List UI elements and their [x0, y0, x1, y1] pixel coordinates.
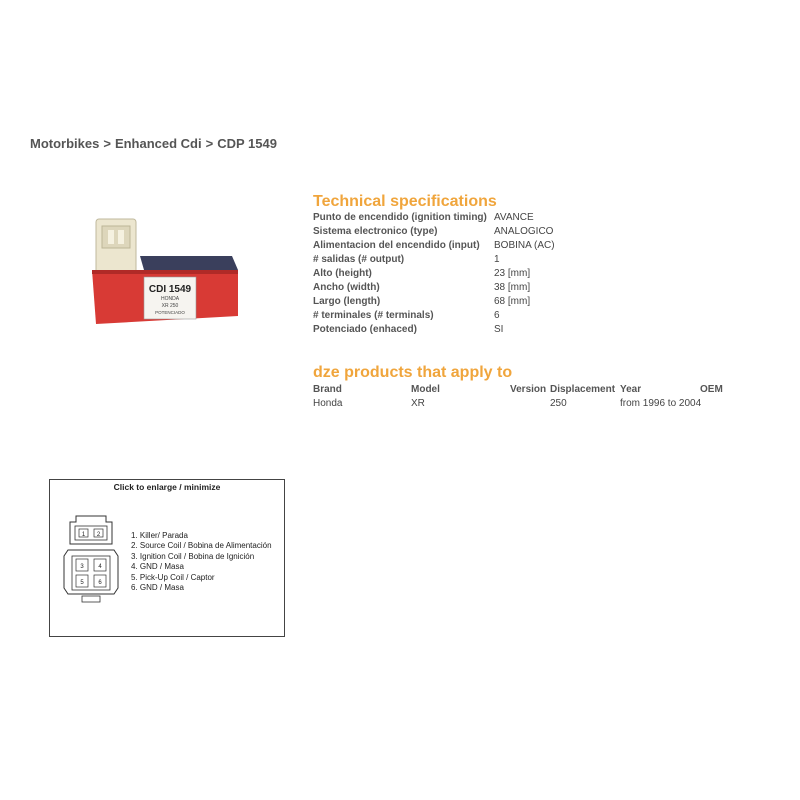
wiring-diagram[interactable]: [49, 479, 285, 637]
breadcrumb-link-motorbikes[interactable]: Motorbikes: [30, 136, 100, 151]
product-label-model: CDI 1549: [148, 284, 192, 295]
spec-label: Potenciado (enhaced): [313, 324, 417, 335]
spec-value: 68 [mm]: [494, 296, 531, 307]
col-oem: OEM: [700, 384, 723, 395]
svg-text:5: 5: [80, 580, 84, 586]
svg-text:2: 2: [96, 532, 101, 538]
svg-text:6: 6: [98, 580, 102, 586]
spec-value: SI: [494, 324, 504, 335]
cell-displacement: 250: [550, 398, 567, 409]
connector-pinout-icon: [62, 514, 120, 606]
technical-specifications: [313, 192, 733, 337]
svg-text:4: 4: [98, 564, 102, 570]
spec-row: [313, 211, 733, 225]
table-header-row: [313, 383, 730, 397]
spec-value: 38 [mm]: [494, 282, 531, 293]
cell-version: [510, 397, 550, 411]
cell-year: from 1996 to 2004: [620, 398, 702, 409]
list-item: 5. Pick-Up Coil / Captor: [131, 572, 215, 582]
spec-label: Alto (height): [313, 268, 372, 279]
breadcrumb: [30, 136, 277, 151]
spec-list: [313, 211, 733, 337]
spec-value: BOBINA (AC): [494, 240, 555, 251]
product-label-brand: HONDA: [160, 296, 180, 302]
svg-text:1: 1: [81, 532, 86, 538]
breadcrumb-separator: >: [205, 136, 214, 151]
breadcrumb-separator: >: [103, 136, 111, 151]
spec-row: [313, 281, 733, 295]
spec-value: 23 [mm]: [494, 268, 531, 279]
spec-row: [313, 239, 733, 253]
col-model: Model: [411, 384, 440, 395]
applicable-products: [313, 363, 743, 411]
spec-row: [313, 295, 733, 309]
spec-row: [313, 323, 733, 337]
spec-row: [313, 253, 733, 267]
col-year: Year: [620, 384, 642, 395]
pin-legend: [131, 531, 272, 593]
col-brand: Brand: [313, 384, 342, 395]
spec-row: [313, 225, 733, 239]
list-item: 2. Source Coil / Bobina de Alimentación: [131, 541, 272, 551]
breadcrumb-current: CDP 1549: [217, 136, 277, 151]
list-item: 3. Ignition Coil / Bobina de Ignición: [131, 551, 255, 561]
spec-value: 1: [494, 254, 500, 265]
cell-brand: Honda: [313, 398, 343, 409]
apply-title: dze products that apply to: [313, 364, 513, 381]
spec-value: ANALOGICO: [494, 226, 554, 237]
breadcrumb-link-enhanced-cdi[interactable]: Enhanced Cdi: [114, 136, 202, 151]
diagram-toggle-link[interactable]: Click to enlarge / minimize: [113, 482, 221, 492]
table-row: [313, 397, 730, 411]
spec-label: # salidas (# output): [313, 254, 405, 265]
spec-label: Punto de encendido (ignition timing): [313, 212, 487, 223]
applicable-products-table: [313, 383, 730, 411]
spec-row: [313, 267, 733, 281]
specs-title: Technical specifications: [313, 193, 497, 210]
list-item: 6. GND / Masa: [131, 583, 184, 593]
product-label-bike: XR 250: [161, 303, 179, 309]
cell-model: XR: [411, 398, 425, 409]
svg-text:3: 3: [80, 564, 84, 570]
spec-label: Ancho (width): [313, 282, 380, 293]
col-version: Version: [510, 384, 547, 395]
spec-label: Largo (length): [313, 296, 381, 307]
spec-label: Alimentacion del encendido (input): [313, 240, 480, 251]
spec-label: Sistema electronico (type): [313, 226, 438, 237]
spec-row: [313, 309, 733, 323]
list-item: 4. GND / Masa: [131, 562, 184, 572]
col-displacement: Displacement: [550, 384, 616, 395]
spec-label: # terminales (# terminals): [313, 310, 434, 321]
spec-value: AVANCE: [494, 212, 534, 223]
product-image: [88, 214, 248, 334]
list-item: 1. Killer/ Parada: [131, 531, 188, 540]
product-label-type: POTENCIADO: [155, 310, 185, 315]
spec-value: 6: [494, 310, 500, 321]
